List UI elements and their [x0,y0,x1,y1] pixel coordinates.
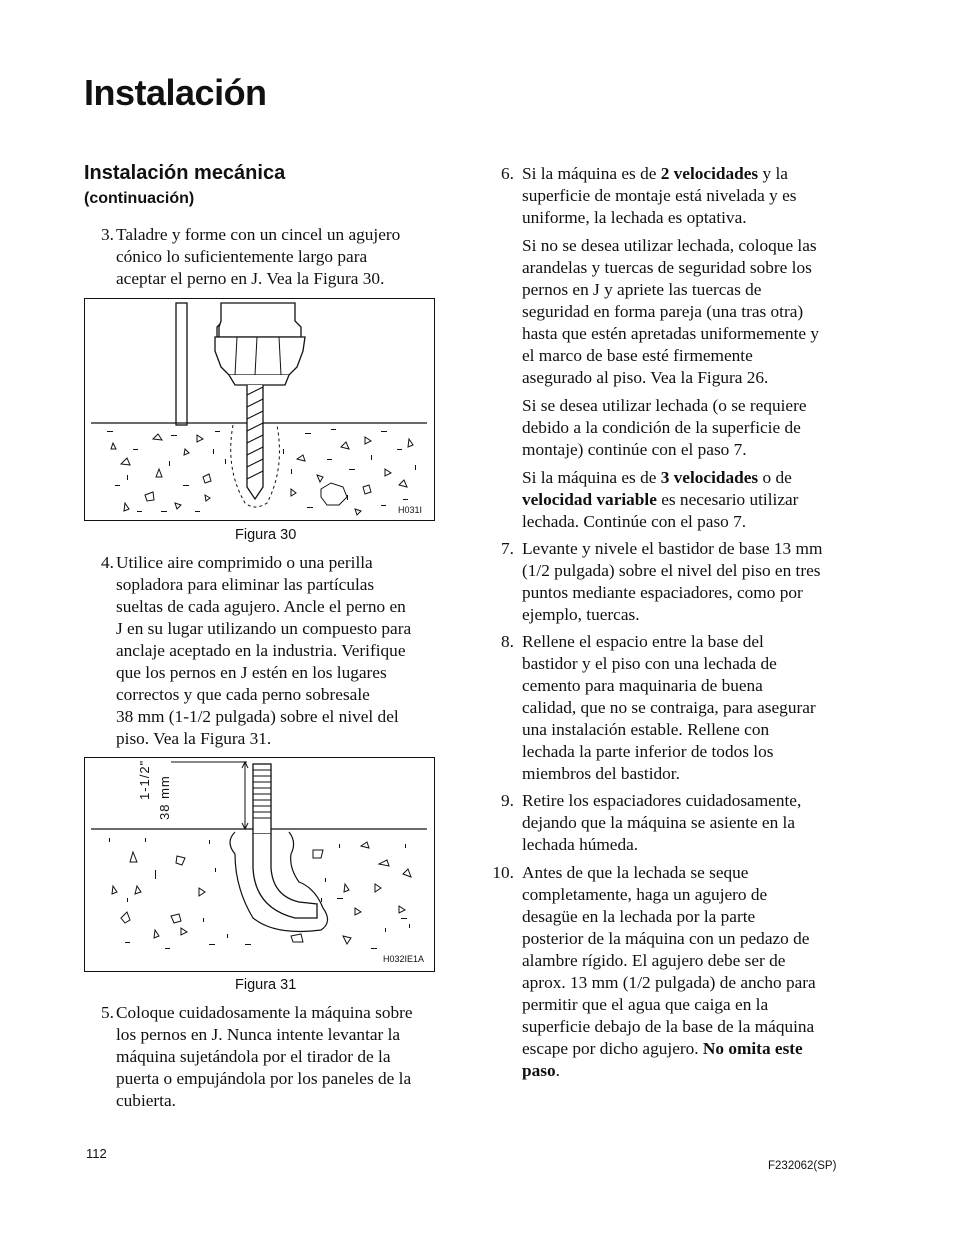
figure-code: H031I [398,505,423,515]
text-line: desagüe en la lechada por la parte [522,907,756,926]
figure-code: H032IE1A [383,954,425,964]
text-line: completamente, haga un agujero de [522,885,768,904]
text-line: ejemplo, tuercas. [522,605,640,624]
page-title: Instalación [84,72,267,113]
text-line: debido a la condición de la superficie de [522,418,801,437]
text-line: que los pernos en J estén en los lugares [116,663,387,682]
text-line: máquina sujetándola por el tirador de la [116,1047,391,1066]
figure-30-caption: Figura 30 [235,527,297,543]
text-line: superficie debajo de la base de la máquina [522,1017,815,1036]
text-line: (1/2 pulgada) sobre el nivel del piso en tres [522,561,821,580]
figure-31-caption: Figura 31 [235,977,297,993]
document-code: F232062(SP) [768,1160,837,1172]
text-line: Utilice aire comprimido o una perilla [116,553,373,572]
text-line: posterior de la máquina con un pedazo de [522,929,810,948]
text-line: sopladora para eliminar las partículas [116,575,375,594]
step-text [116,224,446,290]
text-line: Rellene el espacio entre la base del [522,632,764,651]
figure-31 [84,757,435,972]
section-heading: Instalación mecánica [84,162,286,184]
text-line: lechada la parte inferior de todos los [522,742,774,761]
text-line: piso. Vea la Figura 31. [116,729,272,748]
text-line: hasta que estén apretadas uniformemente y [522,324,820,343]
text-line: superficie de montaje está nivelada y es [522,186,797,205]
text-line: alambre rígido. El agujero debe ser de [522,951,786,970]
text-line: Si la máquina es de 3 velocidades o de [522,468,792,487]
text-line: arandelas y tuercas de seguridad sobre los [522,258,812,277]
text-line: paso. [522,1061,560,1080]
text-line: miembros del bastidor. [522,764,680,783]
text-line: bastidor y el piso con una lechada de [522,654,777,673]
dimension-mm-label: 38 mm [157,775,172,820]
step-text [522,631,852,785]
step-text [116,1002,446,1112]
text-line: aprox. 13 mm (1/2 pulgada) de ancho para [522,973,816,992]
step-number: 3. [101,225,114,244]
step-number: 9. [501,791,514,810]
text-line: montaje) continúe con el paso 7. [522,440,747,459]
text-line: Retire los espaciadores cuidadosamente, [522,791,802,810]
step-text [116,552,446,750]
text-line: J en su lugar utilizando un compuesto para [116,619,412,638]
step-number: 7. [501,539,514,558]
text-line: Coloque cuidadosamente la máquina sobre [116,1003,413,1022]
text-line: seguridad en forma pareja (una tras otra) [522,302,804,321]
step-number: 5. [101,1003,114,1022]
text-line: anclaje aceptado en la industria. Verifique [116,641,406,660]
step-text [522,862,852,1082]
figure-30 [84,298,435,521]
text-line: escape por dicho agujero. No omita este [522,1039,803,1058]
text-line: puerta o empujándola por los paneles de la [116,1069,412,1088]
text-line: Si se desea utilizar lechada (o se requiere [522,396,807,415]
text-line: cemento para maquinaria de buena [522,676,763,695]
text-line: asegurado al piso. Vea la Figura 26. [522,368,769,387]
text-line: aceptar el perno en J. Vea la Figura 30. [116,269,385,288]
dimension-inch-label: 1-1/2" [137,759,152,800]
text-line: calidad, que no se contraiga, para asegurar [522,698,816,717]
text-line: los pernos en J. Nunca intente levantar la [116,1025,401,1044]
text-line: 38 mm (1-1/2 pulgada) sobre el nivel del [116,707,399,726]
text-line: Levante y nivele el bastidor de base 13 mm [522,539,823,558]
section-subheading: (continuación) [84,190,195,207]
step-number: 10. [492,863,514,882]
text-line: cónico lo suficientemente largo para [116,247,368,266]
text-line: sueltas de cada agujero. Ancle el perno en [116,597,406,616]
text-line: puntos mediante espaciadores, como por [522,583,803,602]
text-line: lechada húmeda. [522,835,639,854]
step-text [522,163,852,533]
text-line: pernos en J y apriete las tuercas de [522,280,762,299]
step-text [522,538,852,626]
drill-illustration [85,299,433,519]
text-line: Taladre y forme con un cincel un agujero [116,225,401,244]
page-number: 112 [86,1146,107,1161]
text-line: el marco de base esté firmemente [522,346,753,365]
text-line: Si la máquina es de 2 velocidades y la [522,164,788,183]
text-line: correctos y que cada perno sobresale [116,685,370,704]
text-line: lechada. Continúe con el paso 7. [522,512,747,531]
text-line: cubierta. [116,1091,176,1110]
text-line: uniforme, la lechada es optativa. [522,208,747,227]
step-number: 8. [501,632,514,651]
step-number: 4. [101,553,114,572]
text-line: dejando que la máquina se asiente en la [522,813,796,832]
text-line: una instalación estable. Rellene con [522,720,770,739]
text-line: Antes de que la lechada se seque [522,863,749,882]
step-text [522,790,852,856]
text-line: Si no se desea utilizar lechada, coloque las [522,236,817,255]
step-number: 6. [501,164,514,183]
text-line: permitir que el agua que caiga en la [522,995,769,1014]
text-line: velocidad variable es necesario utilizar [522,490,799,509]
